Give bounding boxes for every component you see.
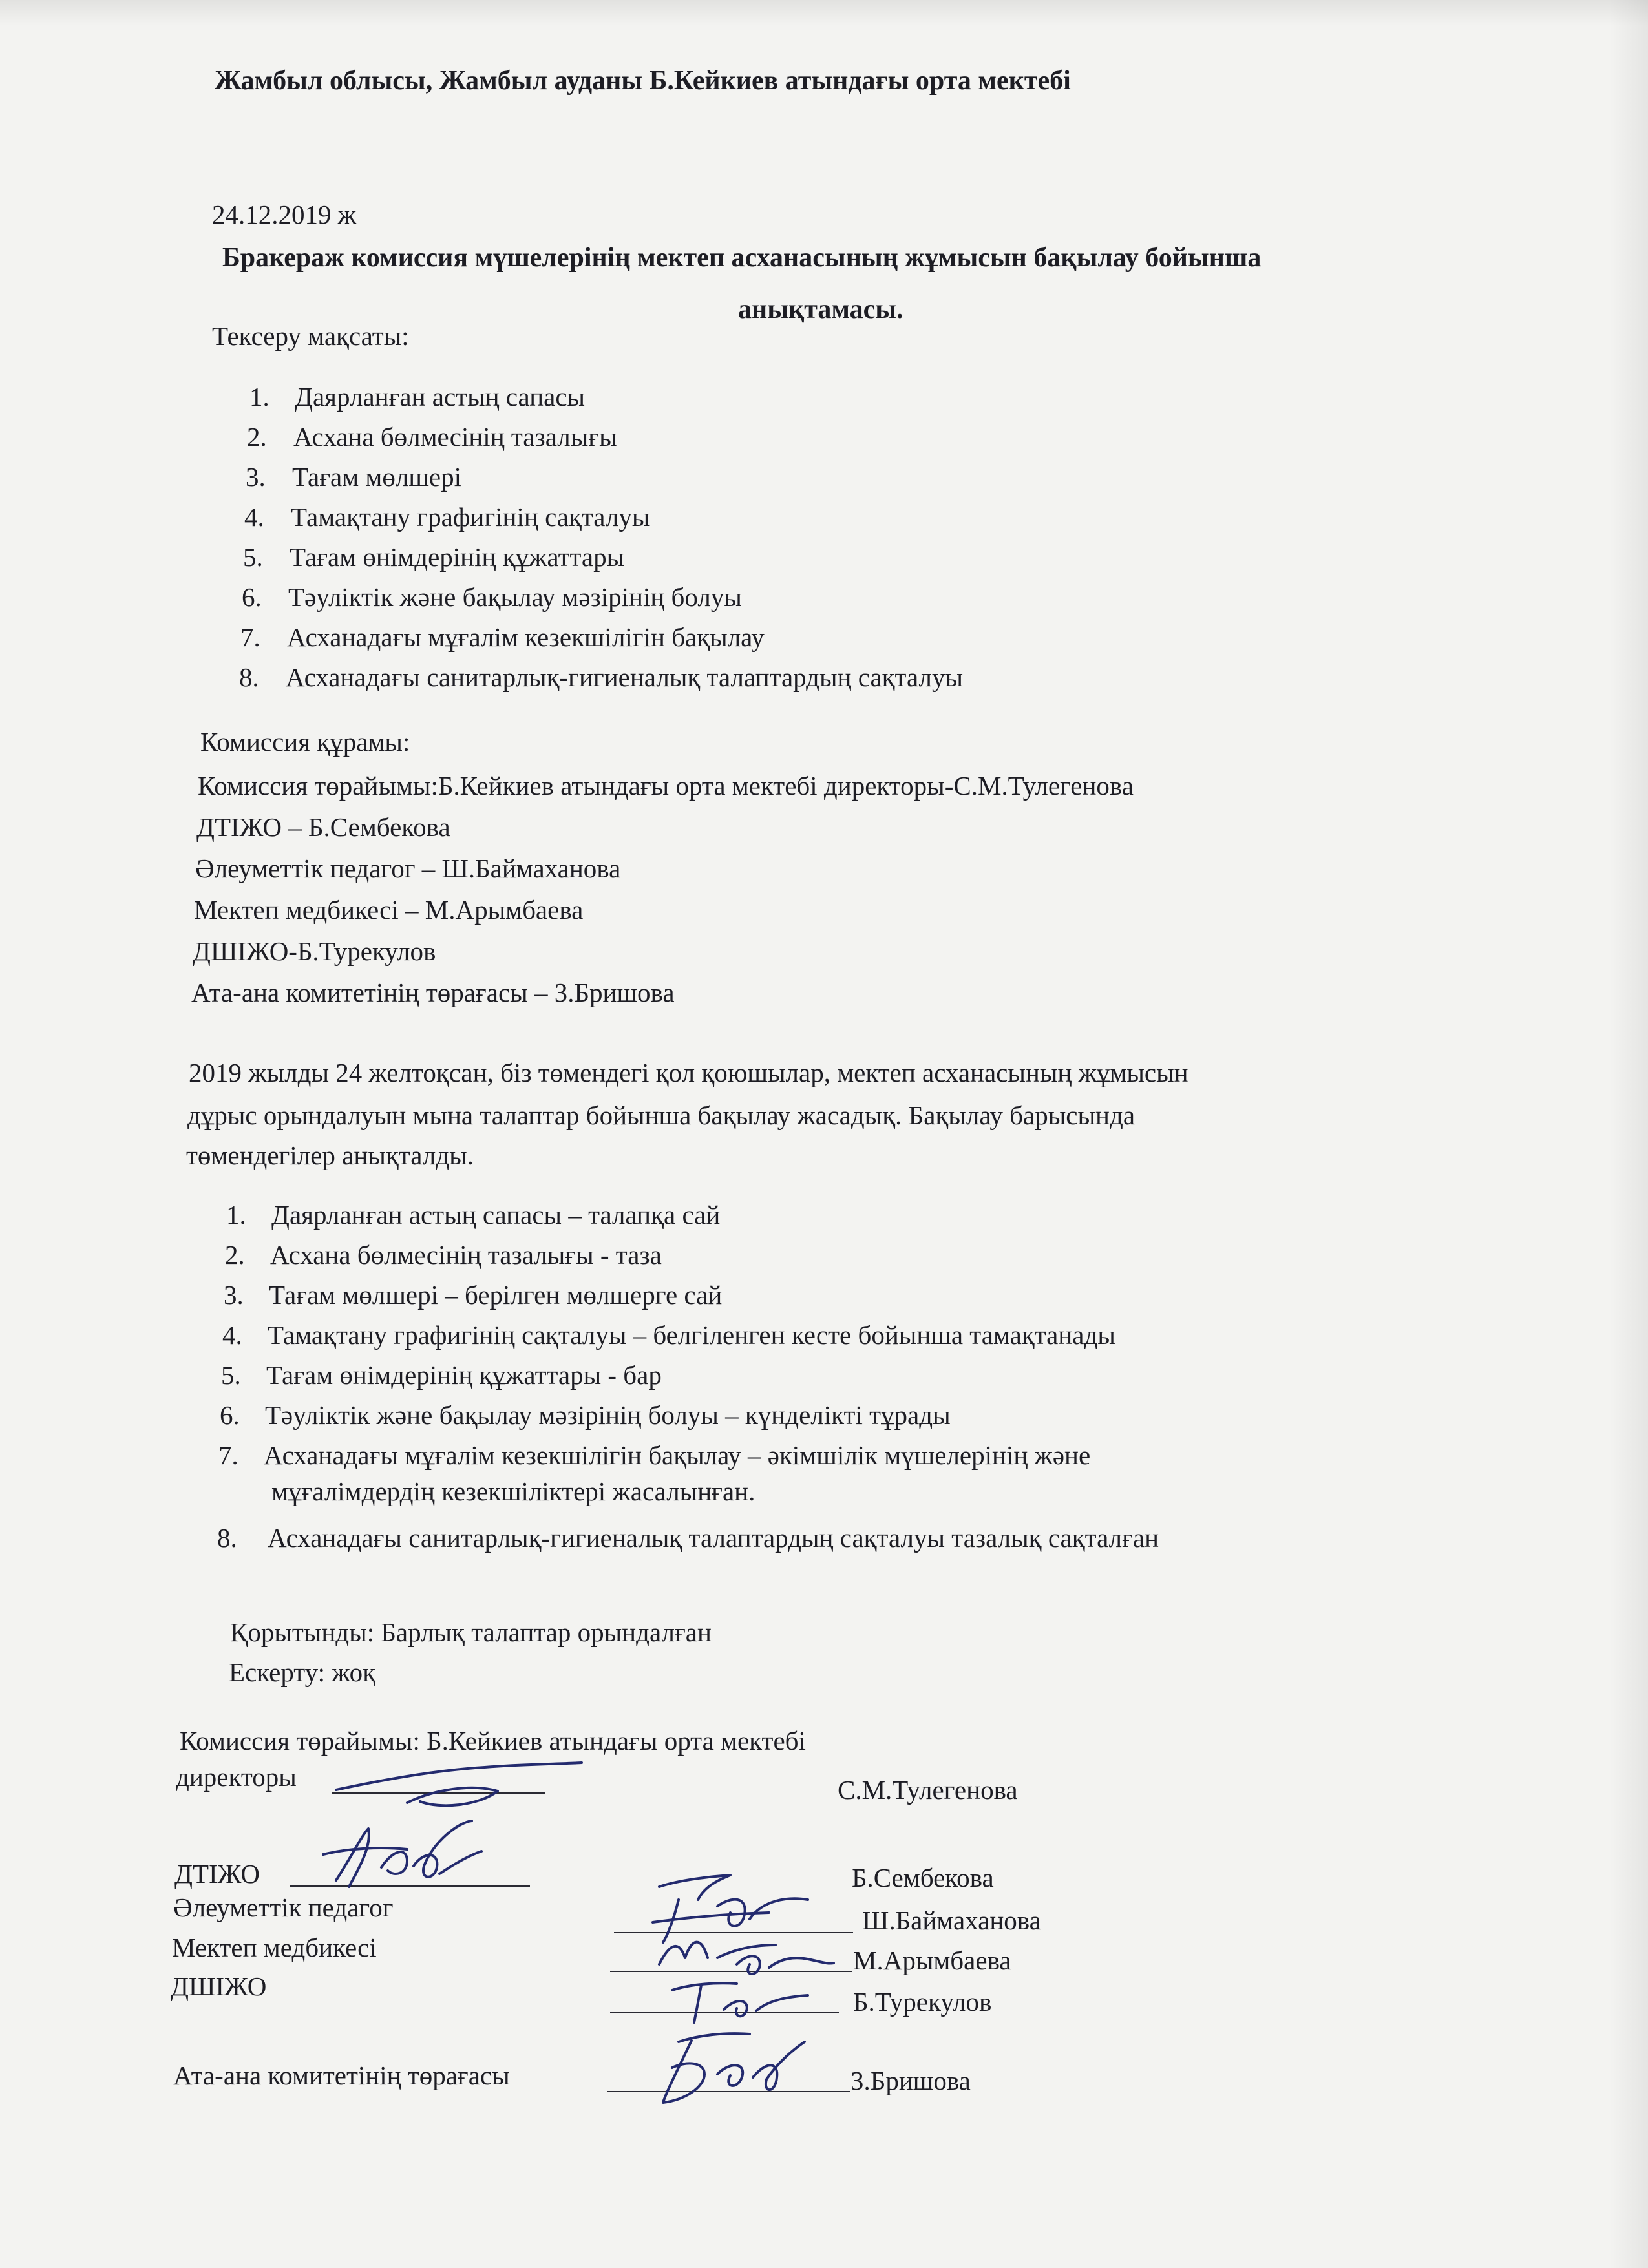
dtizho-role: ДТІЖО: [174, 1859, 260, 1889]
result-item: Тағам мөлшері – берілген мөлшерге сай: [269, 1280, 723, 1310]
intro-paragraph-line: төмендегілер анықталды.: [186, 1140, 474, 1170]
commission-member: ДТІЖО – Б.Сембекова: [196, 812, 450, 842]
parent-committee-name: З.Бришова: [850, 2066, 971, 2095]
result-item-num: 4.: [222, 1320, 242, 1350]
chair-handwritten-signature: [330, 1745, 588, 1816]
social-pedagogue-role: Әлеуметтік педагог: [173, 1893, 394, 1922]
result-item-num: 6.: [220, 1400, 240, 1430]
commission-member: Ата-ана комитетінің төрағасы – З.Бришова: [191, 978, 675, 1007]
purpose-item: Тағам мөлшері: [292, 462, 461, 492]
dshizho-handwritten-signature: [653, 1964, 827, 2029]
document-date: 24.12.2019 ж: [212, 200, 357, 229]
result-item: Тәуліктік және бақылау мәзірінің болуы – күнделікті тұрады: [265, 1400, 951, 1430]
commission-label: Комиссия құрамы:: [200, 727, 410, 757]
result-item: Асхана бөлмесінің тазалығы - таза: [270, 1240, 662, 1270]
commission-member: Әлеуметтік педагог – Ш.Баймаханова: [195, 854, 621, 883]
result-item: Тағам өнімдерінің құжаттары - бар: [266, 1360, 662, 1390]
purpose-item: Даярланған астың сапасы: [295, 382, 586, 412]
chair-role-line2: директоры: [176, 1762, 297, 1792]
dshizho-name: Б.Турекулов: [853, 1987, 992, 2017]
purpose-item: Тамақтану графигінің сақталуы: [291, 502, 650, 532]
nurse-name: М.Арымбаева: [853, 1946, 1011, 1975]
conclusion-text: Қорытынды: Барлық талаптар орындалған: [230, 1617, 712, 1647]
scan-edge-shadow: [1609, 0, 1648, 2268]
scan-shadow: [0, 0, 1648, 26]
commission-member: Комиссия төрайымы:Б.Кейкиев атындағы орта мектебі директоры-С.М.Тулегенова: [198, 771, 1134, 801]
commission-member: ДШІЖО-Б.Турекулов: [193, 936, 436, 966]
purpose-item-num: 5.: [243, 542, 263, 572]
result-item: Даярланған астың сапасы – талапқа сай: [271, 1200, 721, 1230]
result-item-num: 3.: [224, 1280, 244, 1310]
document-title-line2: анықтамасы.: [738, 295, 903, 324]
intro-paragraph-line: дұрыс орындалуын мына талаптар бойынша бақылау жасадық. Бақылау барысында: [187, 1100, 1136, 1130]
document-title-line1: Бракераж комиссия мүшелерінің мектеп асханасының жұмысын бақылау бойынша: [222, 243, 1262, 273]
purpose-item-num: 8.: [239, 662, 259, 692]
dtizho-name: Б.Сембекова: [852, 1863, 994, 1893]
result-item: Тамақтану графигінің сақталуы – белгіленген кесте бойынша тамақтанады: [268, 1320, 1115, 1350]
purpose-item-num: 4.: [244, 502, 264, 532]
parent-committee-role: Ата-ана комитетінің төрағасы: [173, 2061, 510, 2090]
purpose-item: Асханадағы санитарлық-гигиеналық талаптардың сақталуы: [286, 662, 964, 692]
result-item: Асханадағы санитарлық-гигиеналық талаптардың сақталуы тазалық сақталған: [268, 1523, 1159, 1553]
result-item-num: 8.: [217, 1523, 237, 1553]
result-item: Асханадағы мұғалім кезекшілігін бақылау – әкімшілік мүшелерінің және: [264, 1440, 1091, 1470]
dtizho-handwritten-signature: [310, 1816, 491, 1900]
purpose-label: Тексеру мақсаты:: [212, 321, 409, 351]
purpose-item: Тәуліктік және бақылау мәзірінің болуы: [288, 582, 742, 612]
purpose-item: Асхана бөлмесінің тазалығы: [293, 422, 617, 452]
result-item-continuation: мұғалімдердің кезекшіліктері жасалынған.: [271, 1476, 755, 1506]
purpose-item-num: 7.: [240, 622, 260, 652]
purpose-item-num: 1.: [249, 382, 269, 412]
result-item-num: 2.: [225, 1240, 245, 1270]
social-pedagogue-name: Ш.Баймаханова: [862, 1906, 1041, 1935]
commission-member: Мектеп медбикесі – М.Арымбаева: [194, 895, 584, 925]
result-item-num: 7.: [218, 1440, 238, 1470]
result-item-num: 5.: [221, 1360, 241, 1390]
note-text: Ескерту: жоқ: [229, 1657, 376, 1687]
purpose-item-num: 2.: [247, 422, 267, 452]
purpose-item-num: 3.: [246, 462, 266, 492]
purpose-item-num: 6.: [242, 582, 262, 612]
dshizho-role: ДШІЖО: [171, 1971, 267, 2001]
intro-paragraph-line: 2019 жылды 24 желтоқсан, біз төмендегі қол қоюшылар, мектеп асханасының жұмысын: [189, 1058, 1188, 1087]
result-item-num: 1.: [226, 1200, 246, 1230]
purpose-item: Асханадағы мұғалім кезекшілігін бақылау: [287, 622, 765, 652]
nurse-role: Мектеп медбикесі: [172, 1933, 377, 1962]
chair-name: С.М.Тулегенова: [838, 1775, 1018, 1805]
chair-role-line1: Комиссия төрайымы: Б.Кейкиев атындағы орта мектебі: [180, 1726, 806, 1756]
parent-handwritten-signature: [640, 2022, 834, 2113]
school-header: Жамбыл облысы, Жамбыл ауданы Б.Кейкиев атындағы орта мектебі: [215, 66, 1071, 96]
purpose-item: Тағам өнімдерінің құжаттары: [290, 542, 625, 572]
